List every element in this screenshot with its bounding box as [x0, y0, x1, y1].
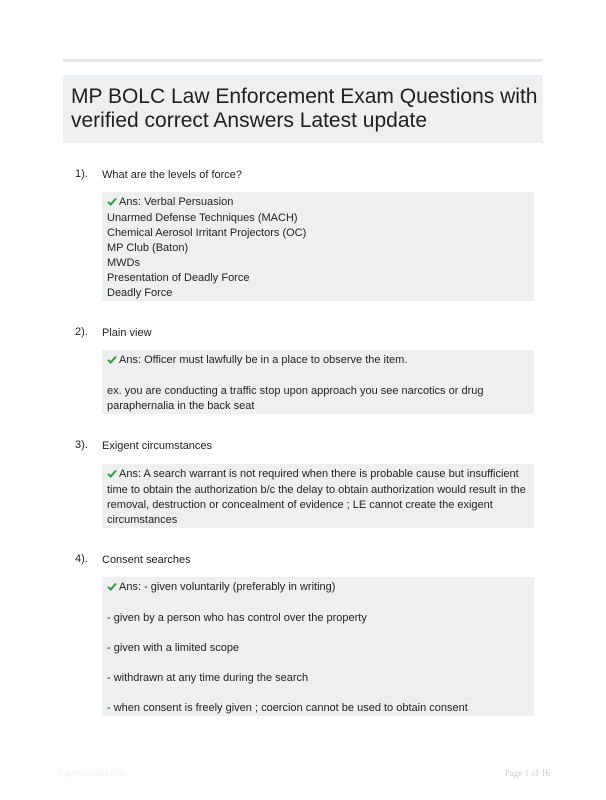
- answer-line: - given by a person who has control over the property: [107, 612, 367, 624]
- checkmark-icon: [107, 581, 119, 596]
- page-title: MP BOLC Law Enforcement Exam Questions with verified correct Answers Latest update: [71, 85, 538, 132]
- answer-paragraph: Ans: A search warrant is not required when there is probable cause but insufficient time to obtain the authorization b/c the delay to obtain authorization would result in the removal, destruction or concealment of evidence ; LE cannot create the exigent circumstances: [107, 468, 526, 526]
- question-number: 4).: [75, 553, 88, 565]
- checkmark-icon: [107, 196, 119, 211]
- title-box: [63, 75, 543, 143]
- checkmark-icon: [107, 354, 119, 369]
- answer-line: Presentation of Deadly Force: [107, 272, 250, 284]
- answer-line: MWDs: [107, 257, 140, 269]
- answer-line: Chemical Aerosol Irritant Projectors (OC): [107, 227, 307, 239]
- checkmark-icon: [107, 468, 119, 483]
- answer-1: [102, 192, 534, 301]
- question-number: 2).: [75, 326, 88, 338]
- answer-paragraph: ex. you are conducting a traffic stop upon approach you see narcotics or drug paraphernalia in the back seat: [107, 385, 484, 412]
- question-text: Exigent circumstances: [102, 440, 213, 452]
- question-number: 3).: [75, 439, 88, 451]
- page-number: Page 1 of 16: [504, 768, 550, 778]
- answer-line: - when consent is freely given ; coercion cannot be used to obtain consent: [107, 702, 468, 714]
- top-rule: [63, 59, 543, 62]
- footer-watermark: PaperStudio.com: [58, 768, 128, 778]
- answer-line: - withdrawn at any time during the search: [107, 672, 309, 684]
- answer-line: Deadly Force: [107, 287, 173, 299]
- question-text: Consent searches: [102, 554, 191, 566]
- question-text: Plain view: [102, 327, 152, 339]
- answer-line: Unarmed Defense Techniques (MACH): [107, 212, 298, 224]
- answer-line: Ans: - given voluntarily (preferably in writing): [119, 581, 336, 593]
- answer-4: [102, 577, 534, 716]
- answer-line: MP Club (Baton): [107, 242, 189, 254]
- question-text: What are the levels of force?: [102, 169, 243, 181]
- question-number: 1).: [75, 168, 88, 180]
- answer-3: [102, 464, 534, 528]
- answer-2: [102, 350, 534, 414]
- answer-line: - given with a limited scope: [107, 642, 240, 654]
- answer-line: Ans: Officer must lawfully be in a place to observe the item.: [119, 354, 408, 366]
- answer-line: Ans: Verbal Persuasion: [119, 196, 234, 208]
